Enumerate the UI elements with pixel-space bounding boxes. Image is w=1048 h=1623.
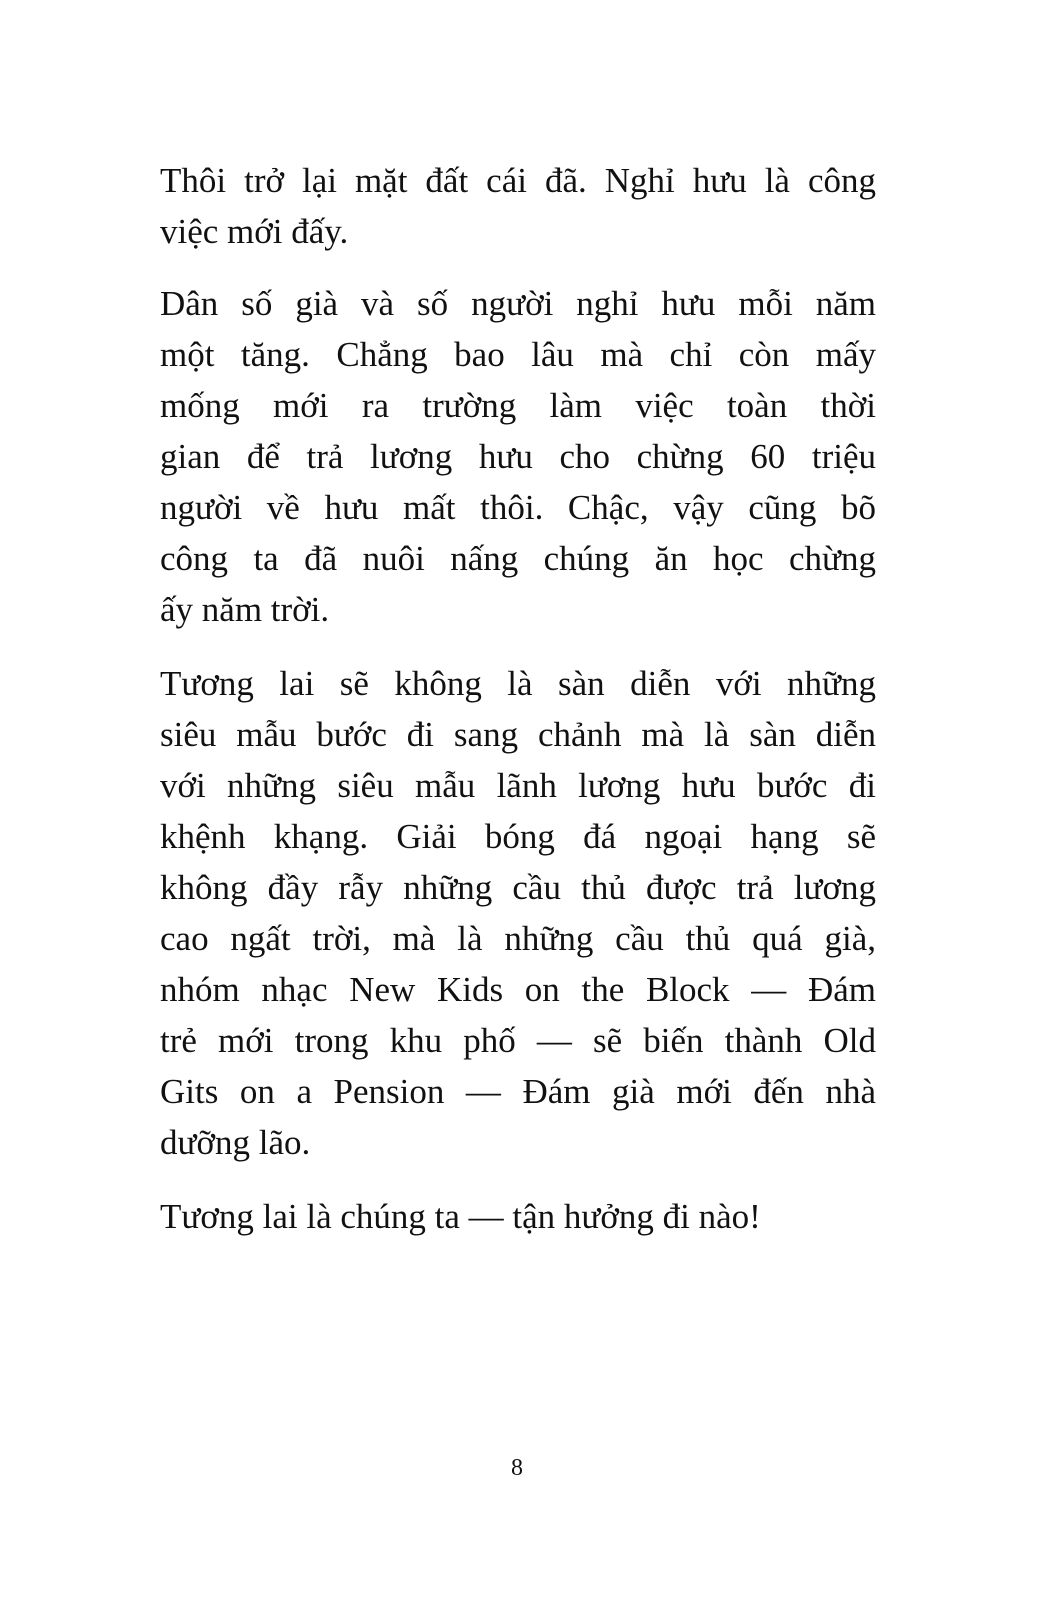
- text-line: ấy năm trời.: [160, 590, 330, 629]
- paragraph-1: [160, 155, 876, 257]
- text-line: mống mới ra trường làm việc toàn thời: [160, 386, 876, 425]
- text-line: trẻ mới trong khu phố — sẽ biến thành Old: [160, 1021, 876, 1060]
- text-line: không đầy rẫy những cầu thủ được trả lương: [160, 868, 876, 907]
- text-line: một tăng. Chẳng bao lâu mà chỉ còn mấy: [160, 335, 876, 374]
- paragraph-4: [160, 1191, 876, 1242]
- paragraph-2: [160, 278, 876, 635]
- page-number: 8: [511, 1455, 523, 1481]
- paragraph-3: [160, 658, 876, 1168]
- text-line: Gits on a Pension — Đám già mới đến nhà: [160, 1072, 876, 1111]
- text-line: người về hưu mất thôi. Chậc, vậy cũng bõ: [160, 488, 876, 527]
- text-line: việc mới đấy.: [160, 212, 349, 251]
- text-line: khệnh khạng. Giải bóng đá ngoại hạng sẽ: [160, 817, 876, 856]
- text-line: gian để trả lương hưu cho chừng 60 triệu: [160, 437, 876, 476]
- text-line: cao ngất trời, mà là những cầu thủ quá già,: [160, 919, 876, 958]
- text-line: Dân số già và số người nghỉ hưu mỗi năm: [160, 284, 876, 323]
- text-line: dưỡng lão.: [160, 1123, 311, 1162]
- text-line: nhóm nhạc New Kids on the Block — Đám: [160, 970, 876, 1009]
- text-line: Tương lai là chúng ta — tận hưởng đi nào!: [160, 1197, 761, 1236]
- text-line: Thôi trở lại mặt đất cái đã. Nghỉ hưu là công: [160, 161, 876, 200]
- text-line: siêu mẫu bước đi sang chảnh mà là sàn diễn: [160, 715, 876, 754]
- text-line: Tương lai sẽ không là sàn diễn với những: [160, 664, 876, 703]
- text-line: với những siêu mẫu lãnh lương hưu bước đi: [160, 766, 876, 805]
- text-line: công ta đã nuôi nấng chúng ăn học chừng: [160, 539, 876, 578]
